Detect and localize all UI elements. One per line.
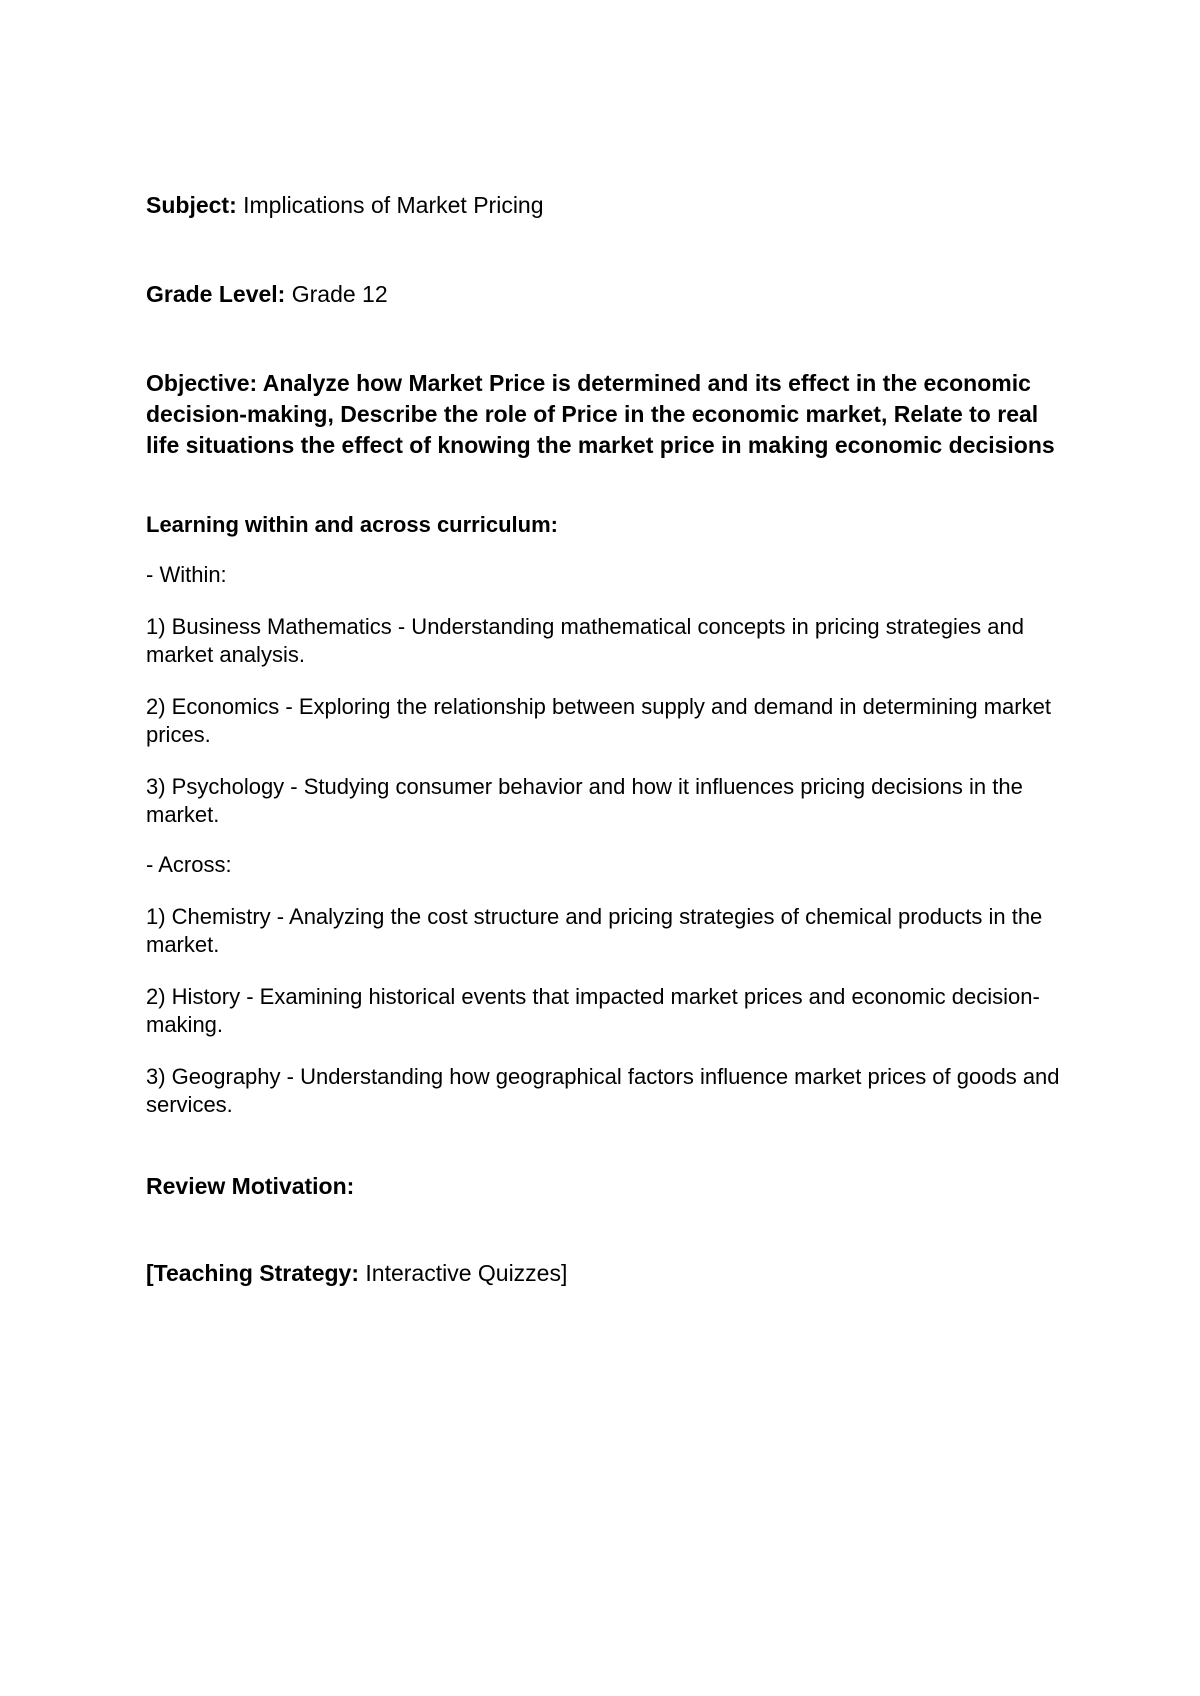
document-content: [146, 190, 1076, 1289]
grade-level-label: Grade Level:: [146, 281, 286, 307]
learning-heading: Learning within and across curriculum:: [146, 512, 558, 537]
grade-level-value: Grade 12: [285, 281, 388, 307]
teaching-strategy-value: Interactive Quizzes]: [359, 1260, 568, 1286]
subject-line: [146, 190, 1076, 221]
grade-level-line: [146, 279, 1076, 310]
across-item: 2) History - Examining historical events that impacted market prices and economic decision-making.: [146, 984, 1040, 1037]
objective-label: Objective:: [146, 370, 258, 396]
within-item: 2) Economics - Exploring the relationship between supply and demand in determining market prices.: [146, 694, 1051, 747]
objective-value: Analyze how Market Price is determined and its effect in the economic decision-making, Describe the role of Price in the economic market, Relate to real life situations the effect of knowing the market price in making economic decisions: [146, 370, 1055, 458]
teaching-strategy-line: [146, 1258, 1076, 1289]
within-item: 1) Business Mathematics - Understanding mathematical concepts in pricing strategies and market analysis.: [146, 614, 1024, 667]
within-label: - Within:: [146, 562, 227, 587]
within-item: 3) Psychology - Studying consumer behavior and how it influences pricing decisions in the market.: [146, 774, 1023, 827]
across-item: 3) Geography - Understanding how geographical factors influence market prices of goods and services.: [146, 1064, 1060, 1117]
across-item: 1) Chemistry - Analyzing the cost structure and pricing strategies of chemical products in the market.: [146, 904, 1043, 957]
subject-value: Implications of Market Pricing: [236, 192, 544, 218]
review-motivation-heading: Review Motivation:: [146, 1173, 355, 1199]
subject-label: Subject:: [146, 192, 237, 218]
objective-paragraph: [146, 368, 1076, 461]
teaching-strategy-label: [Teaching Strategy:: [146, 1260, 359, 1286]
across-label: - Across:: [146, 852, 232, 877]
